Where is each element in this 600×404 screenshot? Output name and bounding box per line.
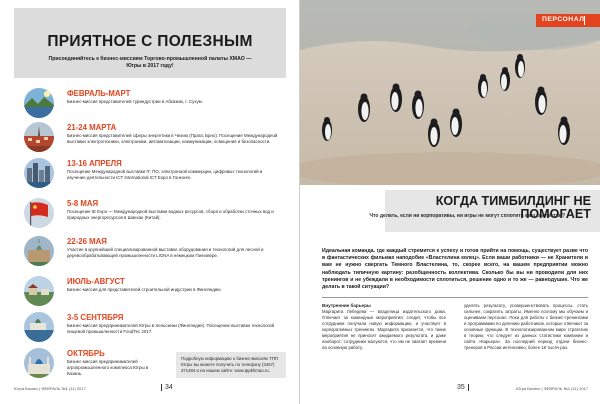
article-column [464, 303, 588, 351]
event-date: 13-16 АПРЕЛЯ [67, 159, 122, 168]
event-text: Бизнес-миссия представителей туриндустрии в Абхазию, г. Сухум. [67, 99, 203, 104]
column-text: уделять результату, усовершенствовать процессы, стать сильнее, сократить затраты. Именно поэтому мы обучаем и оцениваем персонал. Пока для работы с бизнес-тренингами и программами по делению работников, которые отвечают за основные функции. В технологизированном мире стратегию в теории, что следует из данных статистики компании и сайта «Карьера». За последний период отдачи бизнес-тренеров в России интенсивно, более 18 тысяч раз. [464, 303, 588, 350]
column-text: Маргарита Лебедева — владелица издательского дома. Отвечает за командные мероприятия: следит, чтобы все сотрудники получали новую информацию, и участвует в корпоративных тренингах. Маргарита признается, что такие мероприятия не приносят ожидаемого результата, и даже наоборот: сотрудники жалуются, что им не хватает времени на основную работу. [322, 309, 446, 350]
hong-kong-skyline-icon [24, 158, 54, 188]
article-deck: Что делать, если ни корпоративы, ни игры не могут сплотить ваш коллектив? [369, 213, 565, 219]
prague-city-icon [24, 122, 54, 152]
page-number: 34 [161, 384, 173, 391]
left-page-header [14, 8, 286, 78]
event-text: Бизнес-миссия представителей сферы энергетики в Чехию (Прага, Брно). Посещение Международной выставки электротехники, электроники, автоматизации, коммуникации, освещения и безопасности. [67, 133, 278, 144]
event-text: Посещение IE Expo — Международной выставки водных ресурсов, сбора и обработки сточных вод и природных энергоресурсов в Шанхае (Китай). [67, 209, 274, 220]
article-lead: Идеальная команда, где каждый стремится к успеху и готов прийти на помощь, существует разве что в фантастических фильмах наподобие «Властелина колец». Если ваши работники — не Хранители и вам не нужно свергать Темного Властелина, то, скорее всего, на вашем предприятии можно наблюдать типичную картину: разобщенность коллектива. Сколько бы вы ни проводили для них тренингов и не убеждали в необходимости сплотиться, решение одно и то же — равнодушие. Что же делать в такой ситуации? [322, 248, 588, 291]
rubric-label: ПЕРСОНАЛ [542, 16, 585, 23]
event-text: Бизнес-миссия предпринимателей Югры в Хельсинки (Финляндия). Посещение выставки технологий пищевой промышленности FoodTec 2017. [67, 323, 275, 334]
event-text: Посещение Международной выставки IT, ПО, электронной коммерции, цифровых технологий и изучение деятельности ICT International ICT Expo в Гонконге. [67, 169, 263, 180]
info-box [176, 352, 286, 378]
right-page-footer [322, 384, 588, 392]
event-text: Бизнес-миссия для представителей строительной индустрии в Финляндию. [67, 287, 222, 292]
helsinki-harbor-icon [24, 312, 54, 342]
headline-box [385, 190, 600, 232]
event-date: 22-26 МАЯ [67, 237, 107, 246]
left-page-footer [14, 384, 286, 392]
event-date: 3-5 СЕНТЯБРЯ [67, 313, 124, 322]
event-text: Участие в крупнейшей специализированной выставке оборудования и технологий для лесной и деревообрабатывающей промышленности LIGNA в немецком Ганновере. [67, 247, 264, 258]
right-page [300, 0, 600, 404]
rubric-divider [584, 16, 585, 25]
event-date: ФЕВРАЛЬ-МАРТ [67, 89, 131, 98]
page-number: 35 [457, 384, 469, 391]
section-rubric [536, 14, 600, 27]
penguins-photo [300, 0, 600, 185]
finland-town-icon [24, 276, 54, 306]
event-date: ИЮЛЬ-АВГУСТ [67, 277, 125, 286]
event-date: ОКТЯБРЬ [67, 349, 105, 358]
kazan-kremlin-icon [24, 348, 54, 378]
event-text: Бизнес-миссия предпринимателей агропромышленного комплекса Югры в Казань. [67, 359, 149, 376]
article-column [322, 303, 446, 351]
magazine-issue: Югра Бизнес | ФЕВРАЛЬ №1 (11) 2017 [516, 386, 588, 391]
magazine-issue: Югра Бизнес | ФЕВРАЛЬ №1 (11) 2017 [14, 386, 86, 391]
divider [322, 297, 588, 298]
china-flag-icon [24, 198, 54, 228]
article-headline: КОГДА ТИМБИЛДИНГ НЕ ПОМОГАЕТ [435, 194, 591, 221]
event-date: 21-24 МАРТА [67, 123, 117, 132]
event-date: 5-8 МАЯ [67, 199, 99, 208]
info-box-text: Подробную информацию о бизнес-миссиях ТПП Югры вы можете получить по телефону (3467) 371484 и на нашем сайте: www.tppkhmao.ru. [181, 356, 279, 373]
page-title: ПРИЯТНОЕ С ПОЛЕЗНЫМ [47, 33, 253, 50]
hannover-building-icon [24, 236, 54, 266]
abkhazia-photo-icon [24, 88, 54, 118]
page-subtitle: Присоединяйтесь к бизнес-миссиям Торгово-промышленной палаты ХМАО — Югры в 2017 году! [48, 56, 252, 69]
column-subhead: Внутренние барьеры [322, 303, 371, 308]
